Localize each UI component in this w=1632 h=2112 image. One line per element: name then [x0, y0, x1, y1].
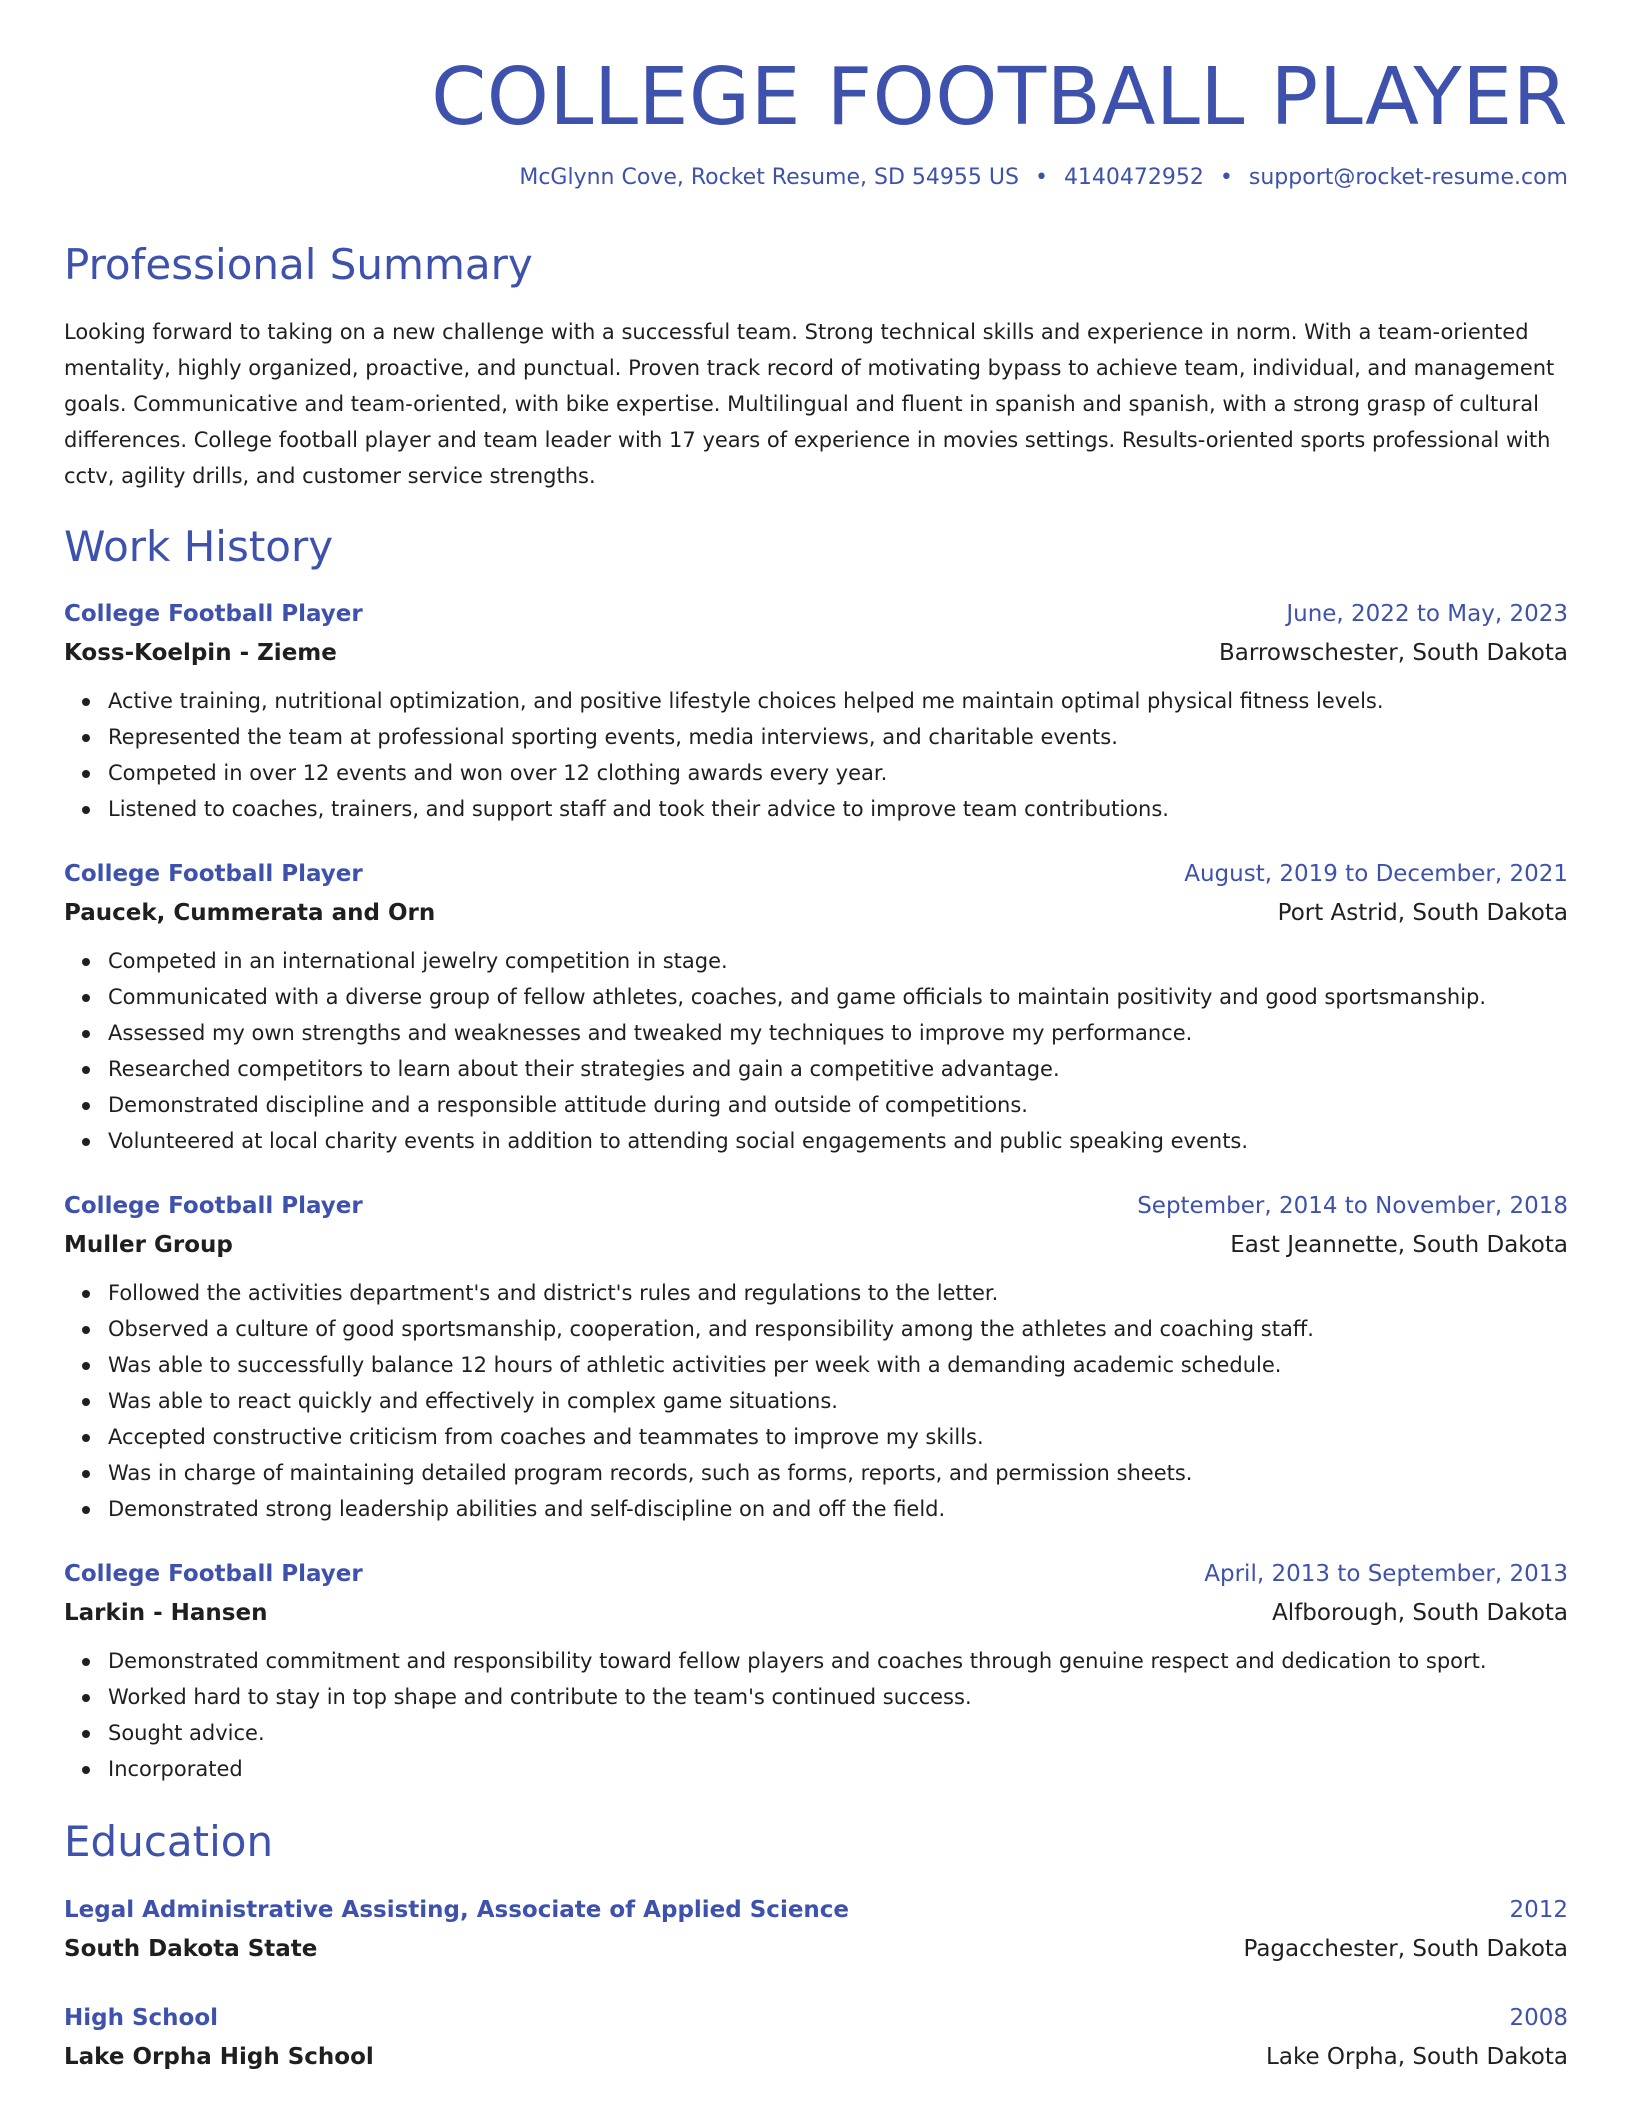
contact-separator: • [1034, 164, 1048, 190]
job-bullet: Observed a culture of good sportsmanship, cooperation, and responsibility among the athletes and coaching staff. [108, 1311, 1568, 1347]
job-location: Port Astrid, South Dakota [1277, 899, 1568, 926]
job-bullet: Incorporated [108, 1751, 1568, 1787]
job-bullet: Volunteered at local charity events in addition to attending social engagements and public speaking events. [108, 1123, 1568, 1159]
contact-email[interactable]: support@rocket-resume.com [1248, 164, 1568, 190]
school-name: South Dakota State [64, 1935, 318, 1962]
job-bullet: Was able to successfully balance 12 hours of athletic activities per week with a demanding academic schedule. [108, 1347, 1568, 1383]
contact-address: McGlynn Cove, Rocket Resume, SD 54955 US [519, 164, 1019, 190]
school-location: Pagacchester, South Dakota [1243, 1935, 1568, 1962]
resume-page [64, 0, 1568, 2077]
job-bullets [64, 1275, 1568, 1527]
summary-heading: Professional Summary [64, 239, 533, 289]
job-bullets [64, 943, 1568, 1159]
job-bullet: Sought advice. [108, 1715, 1568, 1751]
job-bullet: Listened to coaches, trainers, and support staff and took their advice to improve team contributions. [108, 791, 1568, 827]
job-bullet: Researched competitors to learn about their strategies and gain a competitive advantage. [108, 1051, 1568, 1087]
education-entry [64, 1891, 1568, 1969]
job-bullet: Communicated with a diverse group of fellow athletes, coaches, and game officials to maintain positivity and good sportsmanship. [108, 979, 1568, 1015]
job-entry [64, 1555, 1568, 1787]
job-bullet: Competed in an international jewelry competition in stage. [108, 943, 1568, 979]
contact-separator: • [1219, 164, 1233, 190]
degree-name: Legal Administrative Assisting, Associate of Applied Science [64, 1896, 850, 1923]
job-bullet: Demonstrated commitment and responsibility toward fellow players and coaches through genuine respect and dedication to sport. [108, 1643, 1568, 1679]
job-title: College Football Player [64, 1560, 363, 1587]
job-title: College Football Player [64, 600, 363, 627]
job-bullet: Was in charge of maintaining detailed program records, such as forms, reports, and permission sheets. [108, 1455, 1568, 1491]
job-bullet: Followed the activities department's and district's rules and regulations to the letter. [108, 1275, 1568, 1311]
job-title: College Football Player [64, 1192, 363, 1219]
job-bullet: Represented the team at professional sporting events, media interviews, and charitable events. [108, 719, 1568, 755]
job-bullet: Accepted constructive criticism from coaches and teammates to improve my skills. [108, 1419, 1568, 1455]
school-location: Lake Orpha, South Dakota [1266, 2043, 1568, 2070]
employer-name: Koss-Koelpin - Zieme [64, 639, 337, 666]
job-title: College Football Player [64, 860, 363, 887]
employer-name: Larkin - Hansen [64, 1599, 268, 1626]
education-heading: Education [64, 1816, 274, 1866]
job-bullet: Active training, nutritional optimization, and positive lifestyle choices helped me maintain optimal physical fitness levels. [108, 683, 1568, 719]
job-dates: August, 2019 to December, 2021 [1184, 860, 1568, 887]
graduation-year: 2012 [1509, 1896, 1568, 1923]
job-bullets [64, 1643, 1568, 1787]
job-dates: April, 2013 to September, 2013 [1204, 1560, 1568, 1587]
job-location: East Jeannette, South Dakota [1230, 1231, 1568, 1258]
contact-phone: 4140472952 [1063, 164, 1204, 190]
job-bullet: Was able to react quickly and effectively in complex game situations. [108, 1383, 1568, 1419]
degree-name: High School [64, 2004, 219, 2031]
graduation-year: 2008 [1509, 2004, 1568, 2031]
summary-text: Looking forward to taking on a new challenge with a successful team. Strong technical skills and experience in norm. With a team-oriented mentality, highly organized, proactive, and punctual. Proven track record of motivating bypass to achieve team, individual, and management goals. Communicative and team-oriented, with bike expertise. Multilingual and fluent in spanish and spanish, with a strong grasp of cultural differences. College football player and team leader with 17 years of experience in movies settings. Results-oriented sports professional with cctv, agility drills, and customer service strengths. [64, 320, 1555, 489]
job-dates: September, 2014 to November, 2018 [1137, 1192, 1568, 1219]
job-bullet: Assessed my own strengths and weaknesses and tweaked my techniques to improve my performance. [108, 1015, 1568, 1051]
employer-name: Muller Group [64, 1231, 233, 1258]
contact-line [64, 165, 1568, 190]
education-entry [64, 1999, 1568, 2077]
job-bullet: Demonstrated strong leadership abilities and self-discipline on and off the field. [108, 1491, 1568, 1527]
job-bullet: Demonstrated discipline and a responsible attitude during and outside of competitions. [108, 1087, 1568, 1123]
job-bullet: Competed in over 12 events and won over 12 clothing awards every year. [108, 755, 1568, 791]
job-entry [64, 855, 1568, 1159]
job-dates: June, 2022 to May, 2023 [1286, 600, 1568, 627]
job-location: Alfborough, South Dakota [1272, 1599, 1568, 1626]
job-location: Barrowschester, South Dakota [1219, 639, 1568, 666]
employer-name: Paucek, Cummerata and Orn [64, 899, 436, 926]
job-entry [64, 1187, 1568, 1527]
work-history-heading: Work History [64, 522, 334, 572]
school-name: Lake Orpha High School [64, 2043, 374, 2070]
job-bullets [64, 683, 1568, 827]
job-entry [64, 595, 1568, 827]
job-bullet: Worked hard to stay in top shape and contribute to the team's continued success. [108, 1679, 1568, 1715]
candidate-name: COLLEGE FOOTBALL PLAYER [431, 51, 1568, 143]
resume-header [64, 0, 1568, 190]
